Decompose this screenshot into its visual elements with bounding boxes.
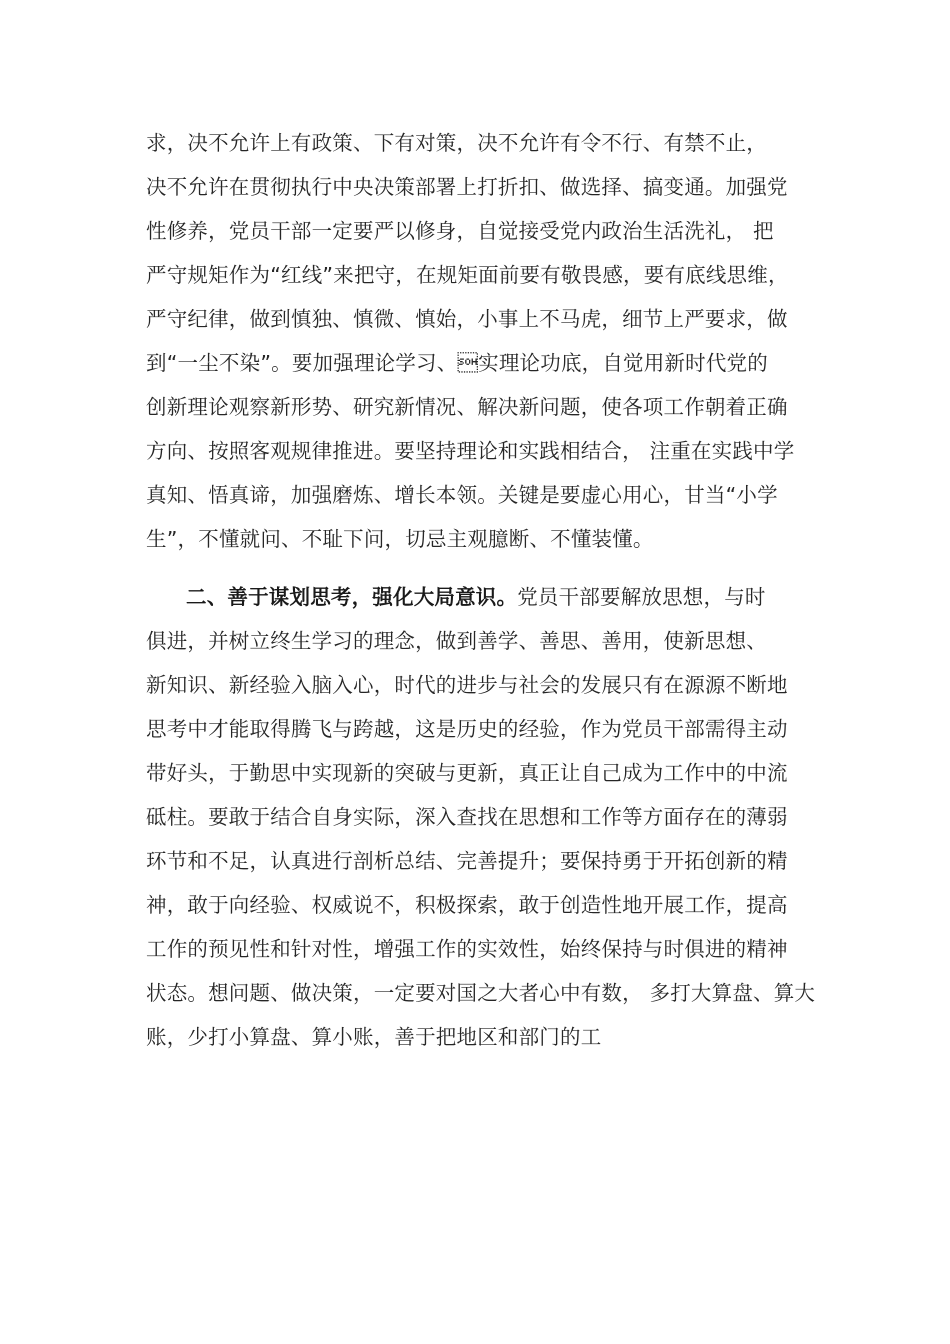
paragraph-2-line-4: 思考中才能取得腾飞与跨越，这是历史的经验，作为党员干部需得主动 (146, 717, 788, 741)
paragraph-1-line-6: 到“一尘不染”。要加强理论学习、实理论功底，自觉用新时代党的 (146, 351, 768, 375)
paragraph-1-line-5: 严守纪律，做到慎独、慎微、慎始，小事上不马虎，细节上严要求，做 (146, 307, 788, 331)
paragraph-2-line-2: 俱进，并树立终生学习的理念，做到善学、善思、善用，使新思想、 (146, 629, 767, 653)
paragraph-1-line-2: 决不允许在贯彻执行中央决策部署上打折扣、做选择、搞变通。加强党 (146, 175, 788, 199)
paragraph-2-line-9: 工作的预见性和针对性，增强工作的实效性，始终保持与时俱进的精神 (146, 937, 788, 961)
paragraph-2-line-5: 带好头，于勤思中实现新的突破与更新，真正让自己成为工作中的中流 (146, 761, 788, 785)
paragraph-2-line-10: 状态。想问题、做决策，一定要对国之大者心中有数， 多打大算盘、算大 (146, 981, 816, 1005)
paragraph-2-line-3: 新知识、新经验入脑入心，时代的进步与社会的发展只有在源源不断地 (146, 673, 788, 697)
paragraph-1-line-10: 生”，不懂就问、不耻下问，切忌主观臆断、不懂装懂。 (146, 527, 654, 551)
section-heading: 二、善于谋划思考，强化大局意识。 (186, 585, 518, 609)
paragraph-1-line-1: 求，决不允许上有政策、下有对策，决不允许有令不行、有禁不止， (146, 131, 767, 155)
paragraph-1-line-7: 创新理论观察新形势、研究新情况、解决新问题，使各项工作朝着正确 (146, 395, 788, 419)
paragraph-2-line-8: 神，敢于向经验、权威说不，积极探索，敢于创造性地开展工作，提高 (146, 893, 788, 917)
paragraph-2-line-1 (186, 583, 766, 611)
paragraph-2-line-6: 砥柱。要敢于结合自身实际，深入查找在思想和工作等方面存在的薄弱 (146, 805, 788, 829)
paragraph-1-line-8: 方向、按照客观规律推进。要坚持理论和实践相结合， 注重在实践中学 (146, 439, 795, 463)
paragraph-1-line-9: 真知、悟真谛，加强磨炼、增长本领。关键是要虚心用心，甘当“小学 (146, 483, 778, 507)
paragraph-2-line-1-text: 党员干部要解放思想，与时 (517, 585, 766, 609)
paragraph-1-line-3: 性修养，党员干部一定要严以修身，自觉接受党内政治生活洗礼， 把 (146, 219, 774, 243)
paragraph-2-line-7: 环节和不足，认真进行剖析总结、完善提升；要保持勇于开拓创新的精 (146, 849, 788, 873)
paragraph-2-line-11: 账，少打小算盘、算小账，善于把地区和部门的工 (146, 1025, 602, 1049)
paragraph-1-line-4: 严守规矩作为“红线”来把守，在规矩面前要有敬畏感，要有底线思维， (146, 263, 789, 287)
